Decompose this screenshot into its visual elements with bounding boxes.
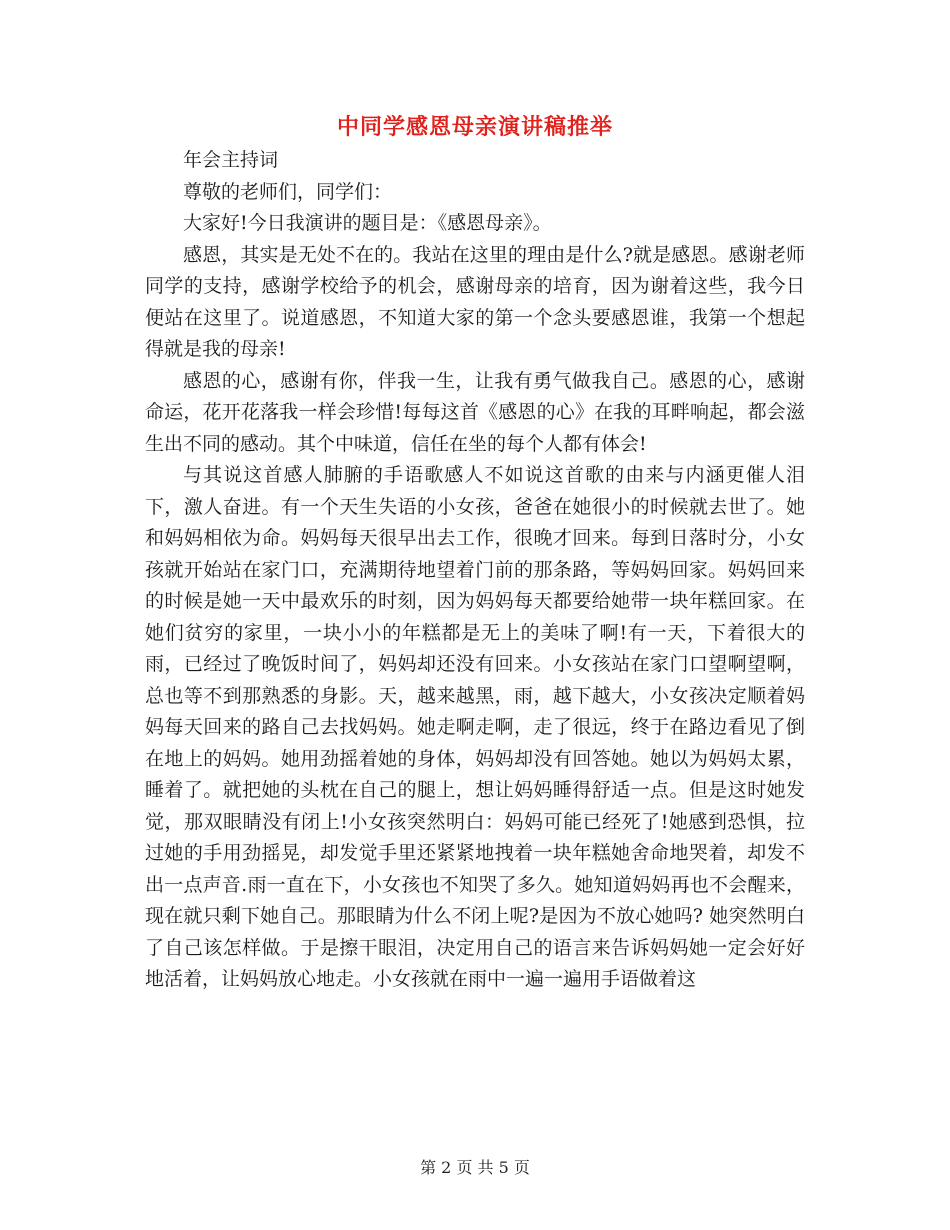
paragraph-story: 与其说这首感人肺腑的手语歌感人不如说这首歌的由来与内涵更催人泪下，激人奋进。有一个天生失语的小女孩，爸爸在她很小的时候就去世了。她和妈妈相依为命。妈妈每天很早出去工作，很晚才回来。每到日落时分，小女孩就开始站在家门口，充满期待地望着门前的那条路，等妈妈回家。妈妈回来的时候是她一天中最欢乐的时刻，因为妈妈每天都要给她带一块年糕回家。在她们贫穷的家里，一块小小的年糕都是无上的美味了啊!有一天，下着很大的雨，已经过了晚饭时间了，妈妈却还没有回来。小女孩站在家门口望啊望啊，总也等不到那熟悉的身影。天，越来越黑，雨，越下越大，小女孩决定顺着妈妈每天回来的路自己去找妈妈。她走啊走啊，走了很远，终于在路边看见了倒在地上的妈妈。她用劲摇着她的身体，妈妈却没有回答她。她以为妈妈太累，睡着了。就把她的头枕在自己的腿上，想让妈妈睡得舒适一点。但是这时她发觉，那双眼睛没有闭上!小女孩突然明白：妈妈可能已经死了!她感到恐惧，拉过她的手用劲摇晃，却发觉手里还紧紧地拽着一块年糕她舍命地哭着，却发不出一点声音.雨一直在下，小女孩也不知哭了多久。她知道妈妈再也不会醒来，现在就只剩下她自己。那眼睛为什么不闭上呢?是因为不放心她吗? 她突然明白了自己该怎样做。于是擦干眼泪，决定用自己的语言来告诉妈妈她一定会好好地活着，让妈妈放心地走。小女孩就在雨中一遍一遍用手语做着这 [145, 464, 805, 990]
paragraph-host-line: 年会主持词 [183, 149, 279, 171]
document-title: 中同学感恩母亲演讲稿推举 [336, 114, 613, 140]
paragraph-salutation: 尊敬的老师们，同学们： [183, 180, 393, 203]
paragraph-song: 感恩的心，感谢有你，伴我一生，让我有勇气做我自己。感恩的心，感谢命运，花开花落我一样会珍惜!每每这首《感恩的心》在我的耳畔响起，都会滋生出不同的感动。其个中味道，信任在坐的每个人都有体会! [145, 369, 805, 455]
document-body [145, 145, 805, 996]
page-number: 第 2 页 共 5 页 [420, 1158, 530, 1177]
paragraph-greeting: 大家好!今日我演讲的题目是：《感恩母亲》。 [183, 212, 552, 234]
paragraph-gratitude: 感恩，其实是无处不在的。我站在这里的理由是什么?就是感恩。感谢老师同学的支持，感谢学校给予的机会，感谢母亲的培育，因为谢着这些，我今日便站在这里了。说道感恩，不知道大家的第一个念头要感恩谁，我第一个想起得就是我的母亲! [145, 243, 805, 360]
